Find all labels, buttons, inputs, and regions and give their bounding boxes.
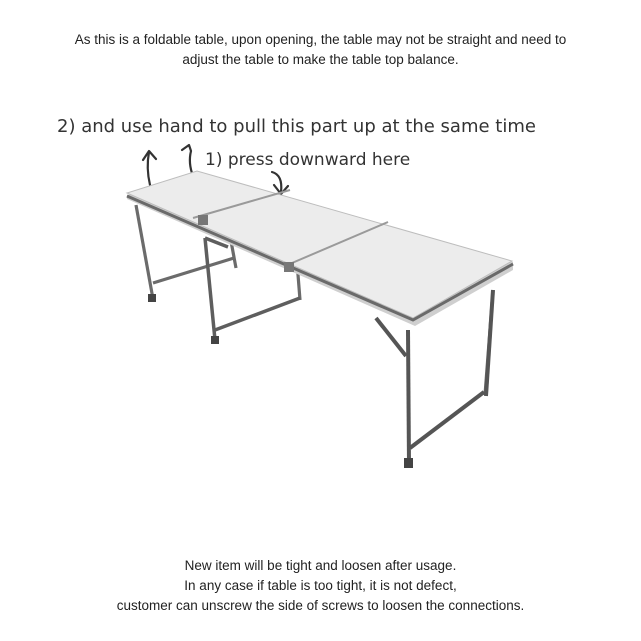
foot-cap [404,458,413,468]
intro-line-2: adjust the table to make the table top balance. [182,52,459,67]
up-arrow-left-icon [148,152,150,185]
intro-line-1: As this is a foldable table, upon opening, the table may not be straight and need to [74,32,567,47]
hinge-bracket [198,215,208,225]
footer-text [0,556,641,616]
hinge-bracket [284,262,294,272]
up-arrow-right-icon [182,145,193,176]
footer-line-1: New item will be tight and loosen after usage. [184,558,457,573]
footer-line-3: customer can unscrew the side of screws to loosen the connections. [116,598,525,613]
step1-annotation: 1) press downward here [205,150,411,170]
footer-line-2: In any case if table is too tight, it is not defect, [184,578,457,593]
step2-annotation: 2) and use hand to pull this part up at the same time [57,116,536,137]
